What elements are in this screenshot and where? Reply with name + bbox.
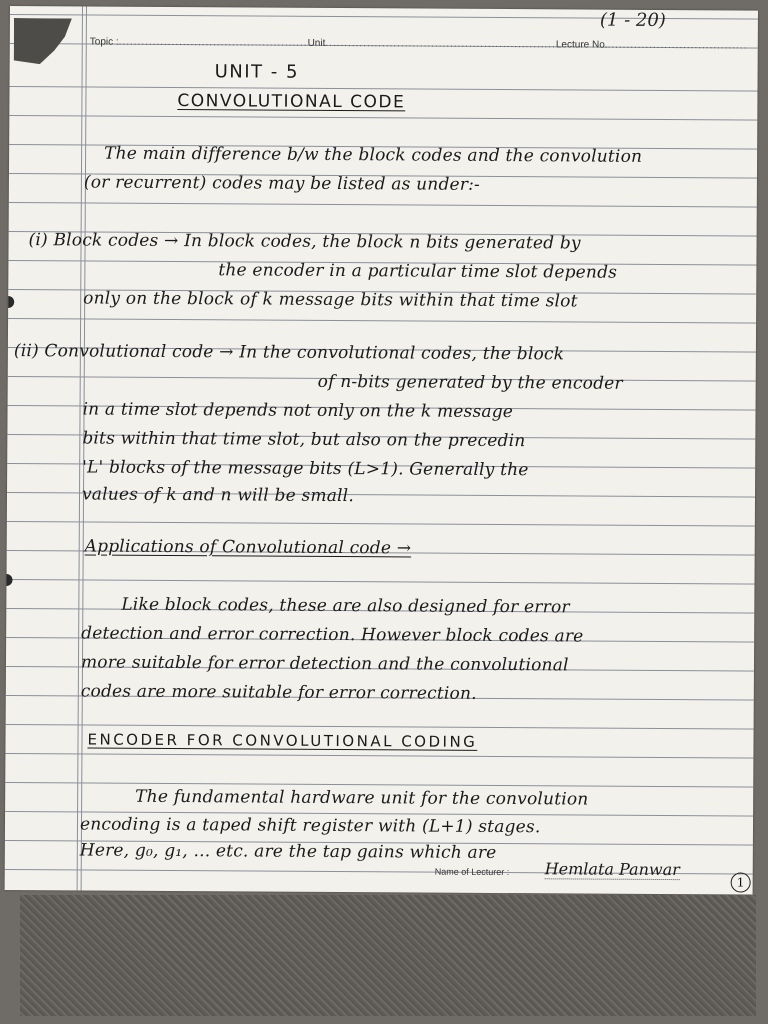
point1-line: the encoder in a particular time slot depends bbox=[218, 260, 618, 283]
point2-line: of n-bits generated by the encoder bbox=[317, 371, 623, 394]
applications-line: Like block codes, these are also designed for error bbox=[121, 594, 570, 618]
notebook-page bbox=[5, 6, 758, 895]
top-note: (1 - 20) bbox=[599, 9, 666, 32]
point2-line: 'L' blocks of the message bits (L>1). Generally the bbox=[82, 457, 529, 481]
intro-line: The main difference b/w the block codes and the convolution bbox=[104, 143, 643, 167]
topic-label: Topic : bbox=[89, 36, 119, 48]
lecturer-label: Name of Lecturer : bbox=[434, 866, 510, 878]
point2-line: bits within that time slot, but also on the precedin bbox=[82, 428, 526, 452]
intro-line: (or recurrent) codes may be listed as under:- bbox=[83, 172, 481, 195]
lecture-label: Lecture No. bbox=[555, 39, 608, 51]
point1-line: only on the block of k message bits within that time slot bbox=[83, 288, 578, 312]
point2-line: (ii) Convolutional code → In the convolutional codes, the block bbox=[13, 341, 565, 365]
background-surface bbox=[20, 895, 756, 1016]
lecturer-name: Hemlata Panwar bbox=[544, 859, 680, 880]
applications-heading: Applications of Convolutional code → bbox=[84, 536, 412, 559]
point2-line: in a time slot depends not only on the k message bbox=[82, 399, 514, 423]
binder-hole bbox=[8, 296, 14, 308]
unit-heading: UNIT - 5 bbox=[214, 61, 300, 83]
binder-hole bbox=[6, 574, 12, 586]
page-number: 1 bbox=[731, 872, 751, 892]
unit-label: Unit bbox=[307, 37, 326, 49]
applications-line: detection and error correction. However block codes are bbox=[81, 623, 584, 647]
encoder-line: The fundamental hardware unit for the convolution bbox=[135, 786, 589, 810]
point2-line: values of k and n will be small. bbox=[81, 484, 355, 507]
header-topic: Topic :..................................................Unit.............................................................Lecture No...................................... bbox=[89, 36, 748, 52]
encoder-line: encoding is a taped shift register with (L+1) stages. bbox=[79, 814, 541, 838]
applications-line: more suitable for error detection and the convolutional bbox=[80, 652, 569, 676]
encoder-line: Here, g₀, g₁, ... etc. are the tap gains which are bbox=[79, 840, 497, 863]
applications-line: codes are more suitable for error correction. bbox=[80, 681, 477, 704]
torn-corner bbox=[14, 18, 72, 64]
point1-line: (i) Block codes → In block codes, the block n bits generated by bbox=[28, 230, 581, 254]
page-title: CONVOLUTIONAL CODE bbox=[177, 91, 406, 113]
encoder-heading: ENCODER FOR CONVOLUTIONAL CODING bbox=[87, 730, 478, 751]
